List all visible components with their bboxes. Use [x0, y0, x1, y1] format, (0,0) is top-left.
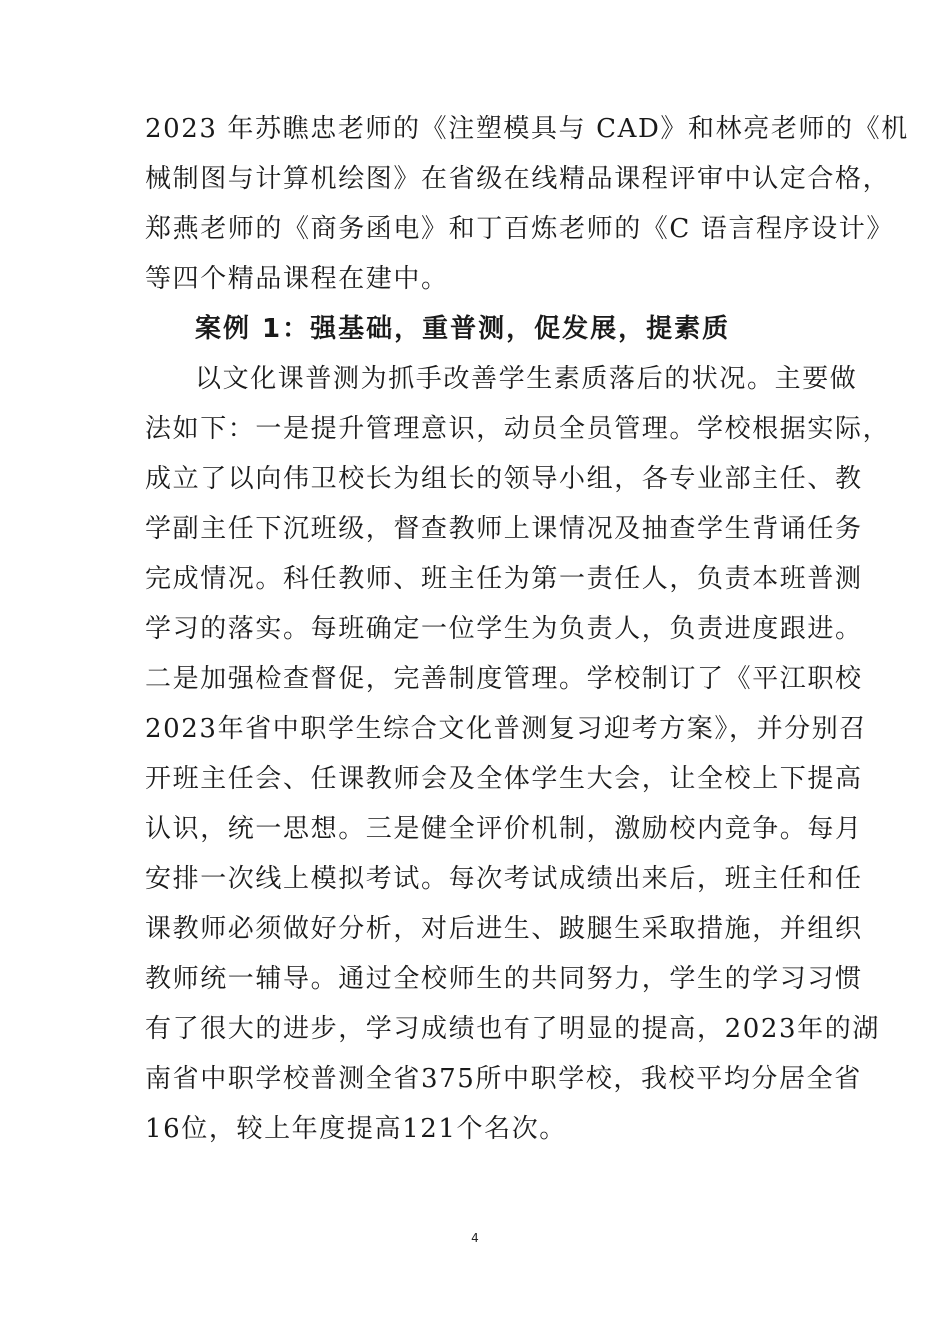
paragraph-2-line-15: 南省中职学校普测全省375所中职学校，我校平均分居全省: [145, 1064, 862, 1094]
paragraph-2-line-11: 安排一次线上模拟考试。每次考试成绩出来后，班主任和任: [145, 864, 863, 894]
paragraph-2-line-12: 课教师必须做好分析，对后进生、跛腿生采取措施，并组织: [145, 914, 863, 944]
paragraph-2-line-14: 有了很大的进步，学习成绩也有了明显的提高，2023年的湖: [145, 1014, 880, 1044]
paragraph-2-line-9: 开班主任会、任课教师会及全体学生大会，让全校上下提高: [145, 764, 863, 794]
paragraph-2-line-1: 以文化课普测为抓手改善学生素质落后的状况。主要做: [195, 364, 858, 394]
paragraph-2-line-2: 法如下：一是提升管理意识，动员全员管理。学校根据实际，: [145, 414, 891, 444]
paragraph-2-line-4: 学副主任下沉班级，督查教师上课情况及抽查学生背诵任务: [145, 514, 863, 544]
paragraph-2-line-16: 16位，较上年度提高121个名次。: [145, 1114, 567, 1144]
paragraph-2-line-8: 2023年省中职学生综合文化普测复习迎考方案》，并分别召: [145, 714, 867, 744]
paragraph-1-line-1: 2023 年苏瞧忠老师的《注塑模具与 CAD》和林亮老师的《机: [145, 114, 909, 144]
paragraph-1-line-3: 郑燕老师的《商务函电》和丁百炼老师的《C 语言程序设计》: [145, 214, 894, 244]
paragraph-2-line-13: 教师统一辅导。通过全校师生的共同努力，学生的学习习惯: [145, 964, 863, 994]
paragraph-2-line-5: 完成情况。科任教师、班主任为第一责任人，负责本班普测: [145, 564, 863, 594]
paragraph-2-line-10: 认识，统一思想。三是健全评价机制，激励校内竞争。每月: [145, 814, 863, 844]
case-heading: 案例 1：强基础，重普测，促发展，提素质: [195, 314, 731, 344]
paragraph-2-line-6: 学习的落实。每班确定一位学生为负责人，负责进度跟进。: [145, 614, 863, 644]
paragraph-2-line-3: 成立了以向伟卫校长为组长的领导小组，各专业部主任、教: [145, 464, 863, 494]
paragraph-1-line-4: 等四个精品课程在建中。: [145, 264, 449, 294]
page-number: 4: [471, 1231, 479, 1245]
paragraph-2-line-7: 二是加强检查督促，完善制度管理。学校制订了《平江职校: [145, 664, 863, 694]
paragraph-1-line-2: 械制图与计算机绘图》在省级在线精品课程评审中认定合格，: [145, 164, 891, 194]
